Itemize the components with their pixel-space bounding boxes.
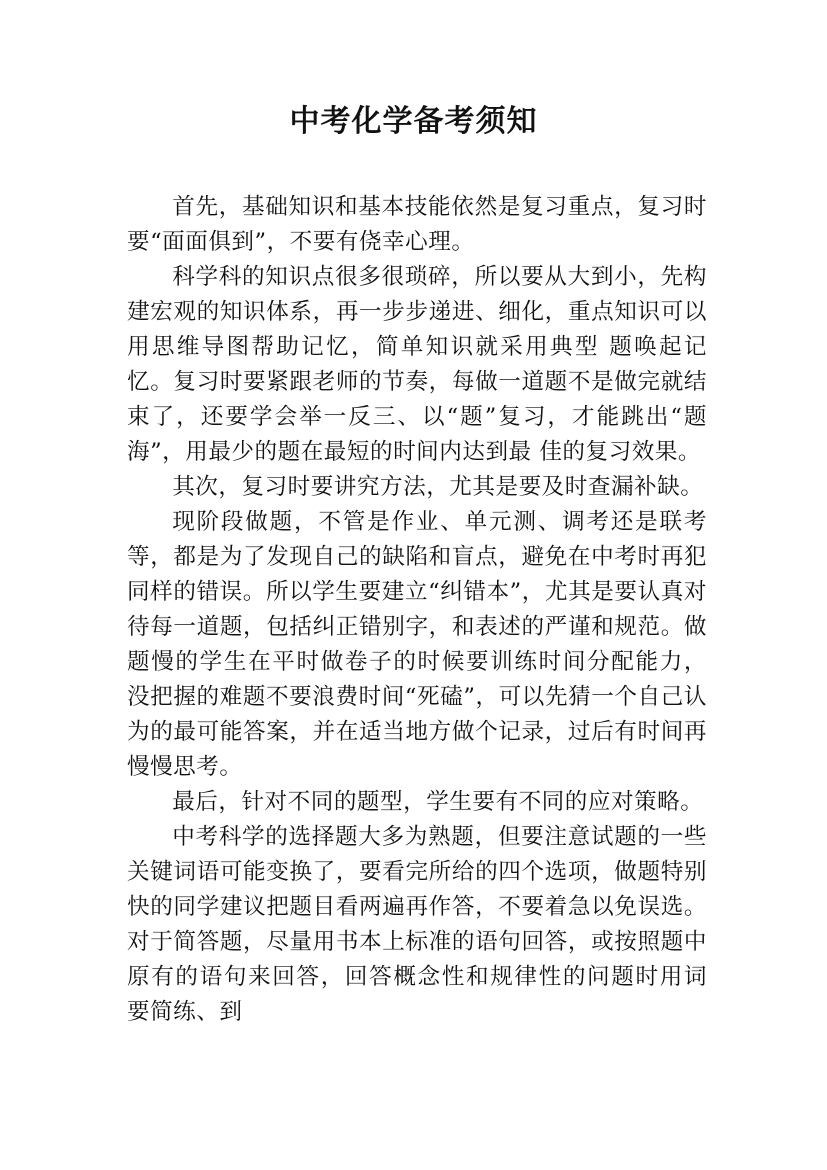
- paragraph-1: 首先，基础知识和基本技能依然是复习重点，复习时要“面面俱到”，不要有侥幸心理。: [127, 194, 707, 255]
- document-title: 中考化学备考须知: [289, 104, 538, 139]
- document-body: [127, 190, 707, 1030]
- paragraph-5: 最后，针对不同的题型，学生要有不同的应对策略。: [172, 789, 704, 815]
- paragraph-4: 现阶段做题，不管是作业、单元测、调考还是联考等，都是为了发现自己的缺陷和盲点，避免在中考时再犯同样的错误。所以学生要建立“纠错本”，尤其是要认真对待每一道题，包括纠正错别字，和表述的严谨和规范。做题慢的学生在平时做卷子的时候要训练时间分配能力， 没把握的难题不要浪费时间“死磕”，可以先猜一个自己认为的最可能答案，并在适当地方做个记录，过后有时间再慢慢思考。: [127, 509, 707, 780]
- paragraph-2: 科学科的知识点很多很琐碎，所以要从大到小，先构建宏观的知识体系，再一步步递进、细化，重点知识可以用思维导图帮助记忆，简单知识就采用典型 题唤起记忆。复习时要紧跟老师的节奏，每做一道题不是做完就结束了，还要学会举一反三、以“题”复习，才能跳出“题海”，用最少的题在最短的时间内达到最 佳的复习效果。: [127, 264, 707, 465]
- paragraph-3: 其次，复习时要讲究方法，尤其是要及时查漏补缺。: [172, 474, 704, 500]
- paragraph-6: 中考科学的选择题大多为熟题，但要注意试题的一些关键词语可能变换了，要看完所给的四个选项，做题特别快的同学建议把题目看两遍再作答，不要着急以免误选。对于简答题，尽量用书本上标准的语句回答，或按照题中原有的语句来回答，回答概念性和规律性的问题时用词 要简练、到: [127, 824, 707, 1025]
